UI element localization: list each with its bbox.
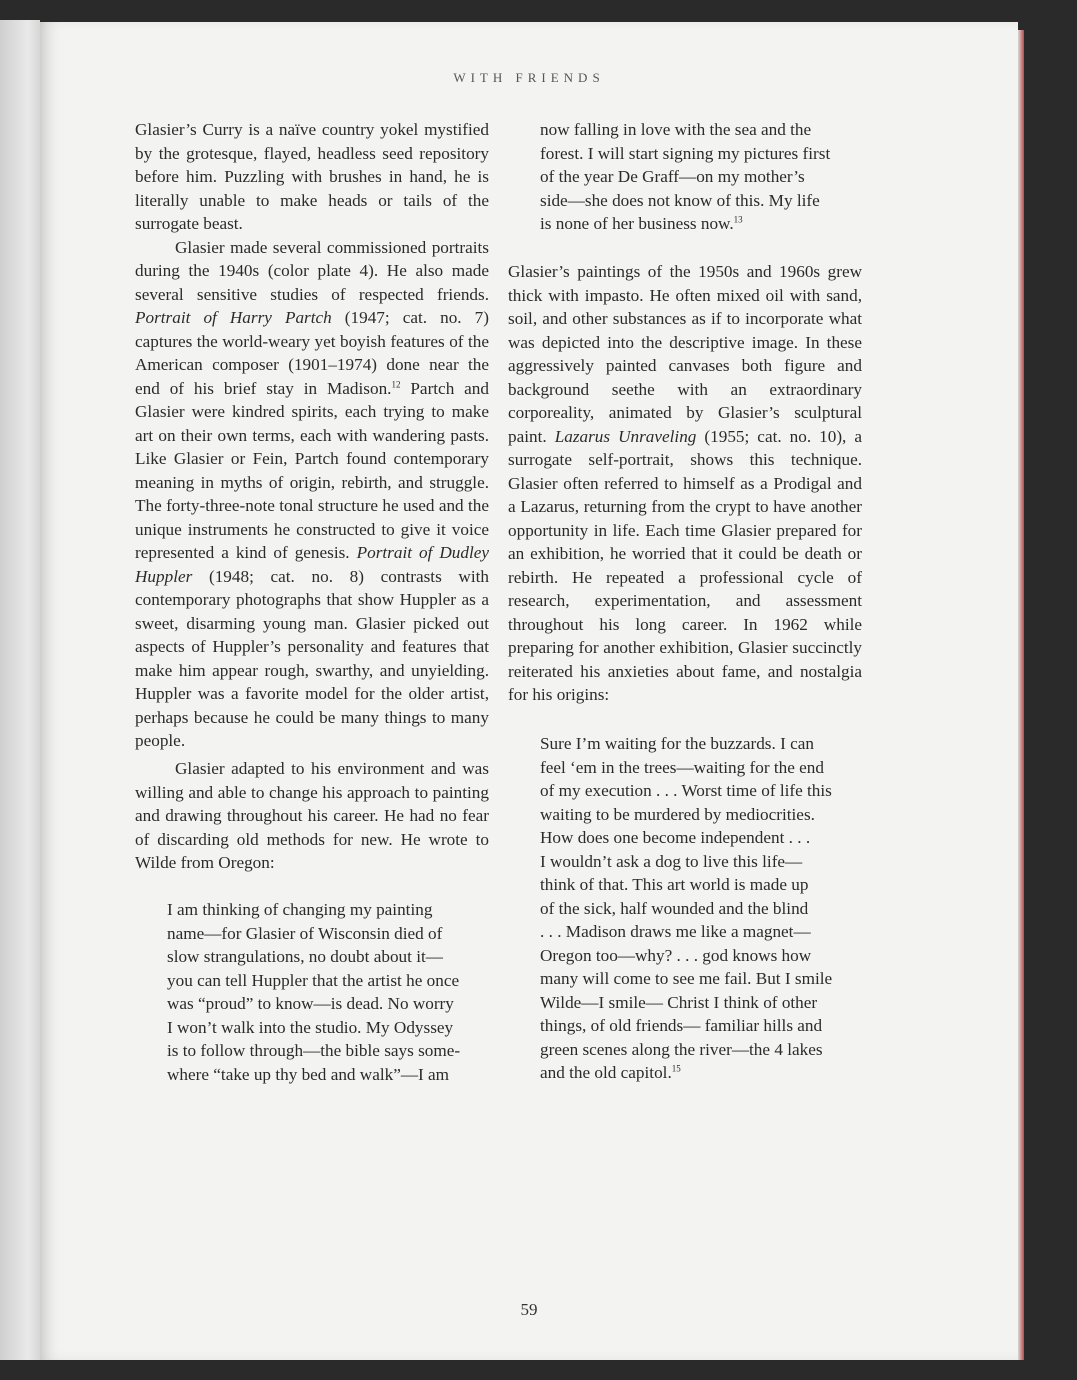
quote-line: side—she does not know of this. My life xyxy=(540,190,820,210)
quote-line: is none of her business now.$^{13}$ xyxy=(540,214,743,233)
quote-line: Oregon too—why? . . . god knows how xyxy=(540,945,812,965)
paragraph-portraits: Glasier made several commissioned portraits during the 1940s (color plate 4). He also made several sensitive studies of respected friends. Portrait of Harry Partch (1947; cat. no. 7) captures the world-weary yet boyish features of the American composer (1901–1974) done near the end of his brief stay in Madison.$^{12}$ Partch and Glasier were kindred spirits, each trying to make art on their own terms, each with wandering pasts. Like Glasier or Fein, Partch found contemporary meaning in myths of origin, rebirth, and struggle. The forty-three-note tonal structure he used and the unique instruments he constructed to give it voice represented a kind of genesis. Portrait of Dudley Huppler (1948; cat. no. 8) contrasts with contemporary photographs that show Huppler as a sweet, disarming young man. Glasier picked out aspects of Huppler’s personality and features that make him appear rough, swarthy, and unyielding. Huppler was a favorite model for the older artist, perhaps because he could be many things to many people. xyxy=(135,237,489,750)
footnote-ref-12: 12 xyxy=(391,378,401,389)
paragraph-curry: Glasier’s Curry is a naïve country yokel mystified by the grotesque, flayed, headless seed repository before him. Puzzling with brushes in hand, he is literally unable to make heads or tails of the surrogate beast. xyxy=(135,120,489,233)
quote-line: How does one become independent . . . xyxy=(540,828,811,847)
quote-line: things, of old friends— familiar hills and xyxy=(540,1016,823,1035)
quote-line: is to follow through—the bible says some- xyxy=(167,1041,461,1060)
quote-line: and the old capitol.$^{15}$ xyxy=(540,1063,681,1082)
footnote-ref-15: 15 xyxy=(671,1063,681,1074)
block-quote-continued xyxy=(540,118,862,236)
page-number: 59 xyxy=(520,1300,538,1319)
quote-line: slow strangulations, no doubt about it— xyxy=(167,947,443,966)
quote-line: green scenes along the river—the 4 lakes xyxy=(540,1039,823,1059)
quote-line: . . . Madison draws me like a magnet— xyxy=(540,922,811,941)
quote-line: now falling in love with the sea and the xyxy=(540,120,812,139)
quote-line: of the year De Graff—on my mother’s xyxy=(540,167,805,186)
title-portrait-dudley-huppler: Portrait of Dudley Huppler xyxy=(135,543,489,586)
page-edge xyxy=(1018,30,1024,1360)
paragraph-impasto: Glasier’s paintings of the 1950s and 1960s grew thick with impasto. He often mixed oil with sand, soil, and other substances as if to incorporate what was depicted into the descriptive image. In these aggressively painted canvases both figure and background seethe with an extraordinary corporeality, animated by Glasier’s sculptural paint. Lazarus Unraveling (1955; cat. no. 10), a surrogate self-portrait, shows this technique. Glasier often referred to himself as a Prodigal and a Lazarus, returning from the crypt to have another opportunity in life. Each time Glasier prepared for an exhibition, he worried that it could be death or rebirth. He repeated a professional cycle of research, experimentation, and assessment throughout his long career. In 1962 while preparing for another exhibition, Glasier succinctly reiterated his anxieties about fame, and nostalgia for his origins: xyxy=(508,262,862,704)
quote-line: think of that. This art world is made up xyxy=(540,875,809,894)
quote-line: name—for Glasier of Wisconsin died of xyxy=(167,923,443,943)
quote-line: Wilde—I smile— Christ I think of other xyxy=(540,992,818,1012)
quote-line: feel ‘em in the trees—waiting for the end xyxy=(540,757,824,777)
paragraph-adapted: Glasier adapted to his environment and was willing and able to change his approach to painting and drawing throughout his career. He had no fear of discarding old methods for new. He wrote to Wilde from Oregon: xyxy=(135,759,489,872)
footnote-ref-13: 13 xyxy=(733,214,743,225)
quote-line: I am thinking of changing my painting xyxy=(167,900,433,919)
quote-line: I won’t walk into the studio. My Odyssey xyxy=(167,1017,454,1037)
quote-line: Sure I’m waiting for the buzzards. I can xyxy=(540,734,814,753)
quote-line: waiting to be murdered by mediocrities. xyxy=(540,804,815,824)
quote-line: of the sick, half wounded and the blind xyxy=(540,898,809,918)
quote-line: was “proud” to know—is dead. No worry xyxy=(167,994,454,1013)
quote-line: forest. I will start signing my pictures first xyxy=(540,143,831,163)
quote-line: where “take up thy bed and walk”—I am xyxy=(167,1064,450,1084)
facing-page-edge xyxy=(0,20,40,1360)
quote-line: you can tell Huppler that the artist he once xyxy=(167,970,460,990)
quote-line: many will come to see me fail. But I smile xyxy=(540,969,833,988)
quote-line: I wouldn’t ask a dog to live this life— xyxy=(540,851,803,871)
block-quote-oregon xyxy=(167,898,489,1086)
book-page xyxy=(40,22,1018,1360)
title-portrait-harry-partch: Portrait of Harry Partch xyxy=(135,308,332,327)
title-lazarus-unraveling: Lazarus Unraveling xyxy=(554,426,697,446)
running-head: WITH FRIENDS xyxy=(453,70,605,85)
quote-line: of my execution . . . Worst time of life this xyxy=(540,781,832,800)
block-quote-buzzards xyxy=(540,732,862,1085)
